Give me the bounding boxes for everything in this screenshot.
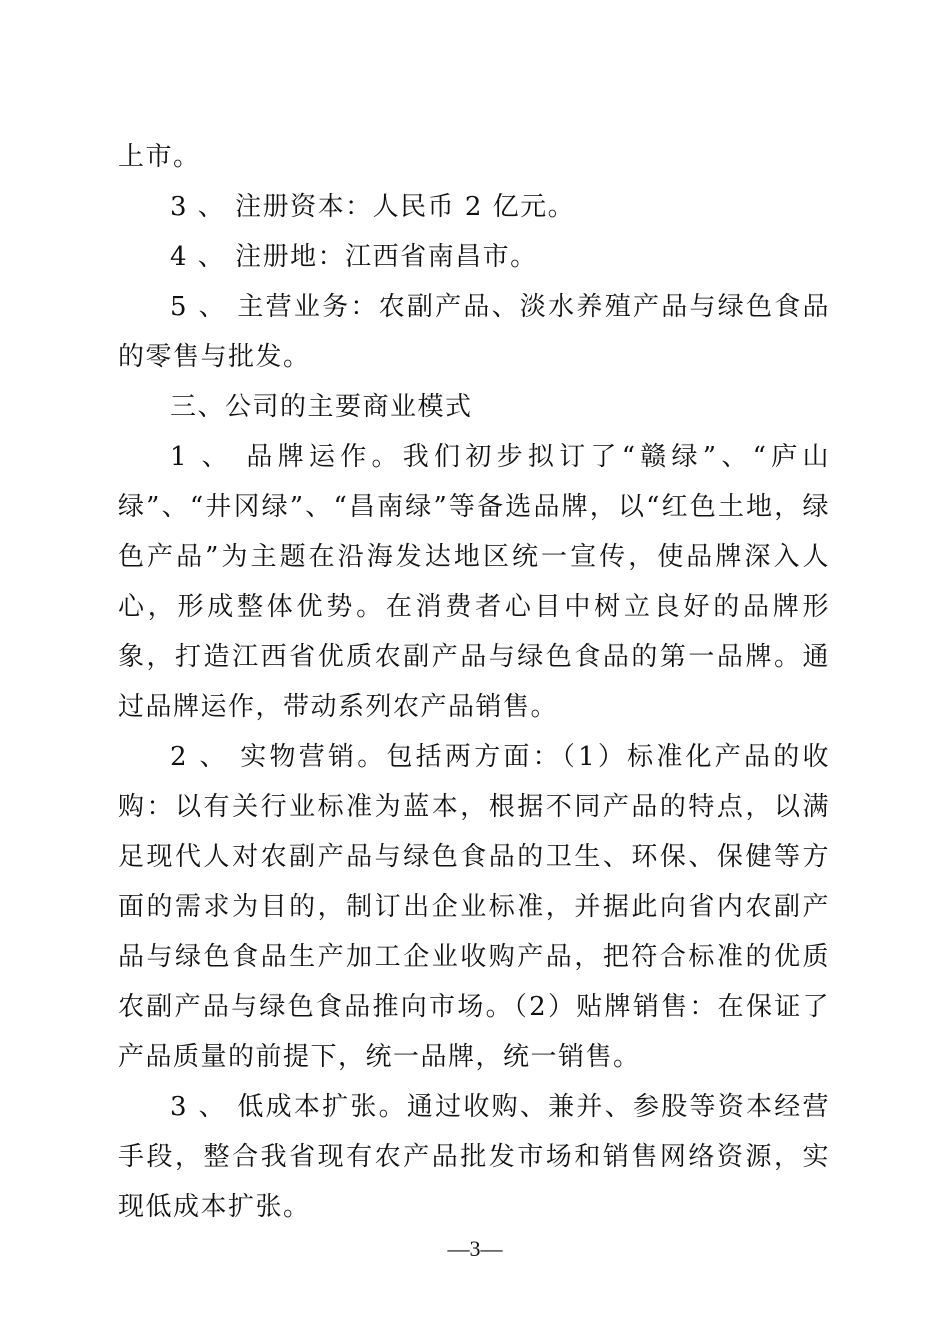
paragraph-main-business: 5 、 主营业务：农副产品、淡水养殖产品与绿色食品的零售与批发。 — [118, 292, 830, 372]
paragraph-continuation: 上市。 — [118, 142, 201, 172]
document-body — [118, 132, 830, 1232]
section-heading-business-model: 三、公司的主要商业模式 — [170, 392, 473, 422]
paragraph-registered-capital: 3 、 注册资本：人民币 2 亿元。 — [170, 192, 576, 222]
paragraph-registered-location: 4 、 注册地：江西省南昌市。 — [170, 242, 538, 272]
paragraph-brand-operation: 1 、 品牌运作。我们初步拟订了“赣绿”、“庐山绿”、“井冈绿”、“昌南绿”等备选品牌，以“红色土地，绿色产品”为主题在沿海发达地区统一宣传，使品牌深入人心，形成整体优势。在消费者心目中树立良好的品牌形象，打造江西省优质农副产品与绿色食品的第一品牌。通过品牌运作，带动系列农产品销售。 — [118, 442, 830, 722]
paragraph-low-cost-expansion: 3 、 低成本扩张。通过收购、兼并、参股等资本经营手段，整合我省现有农产品批发市场和销售网络资源，实现低成本扩张。 — [118, 1092, 830, 1222]
paragraph-physical-marketing: 2 、 实物营销。包括两方面：（1）标准化产品的收购：以有关行业标准为蓝本，根据不同产品的特点，以满足现代人对农副产品与绿色食品的卫生、环保、保健等方面的需求为目的，制订出企业标准，并据此向省内农副产品与绿色食品生产加工企业收购产品，把符合标准的优质农副产品与绿色食品推向市场。（2）贴牌销售：在保证了产品质量的前提下，统一品牌，统一销售。 — [118, 742, 830, 1072]
page-number: —3— — [447, 1236, 503, 1261]
